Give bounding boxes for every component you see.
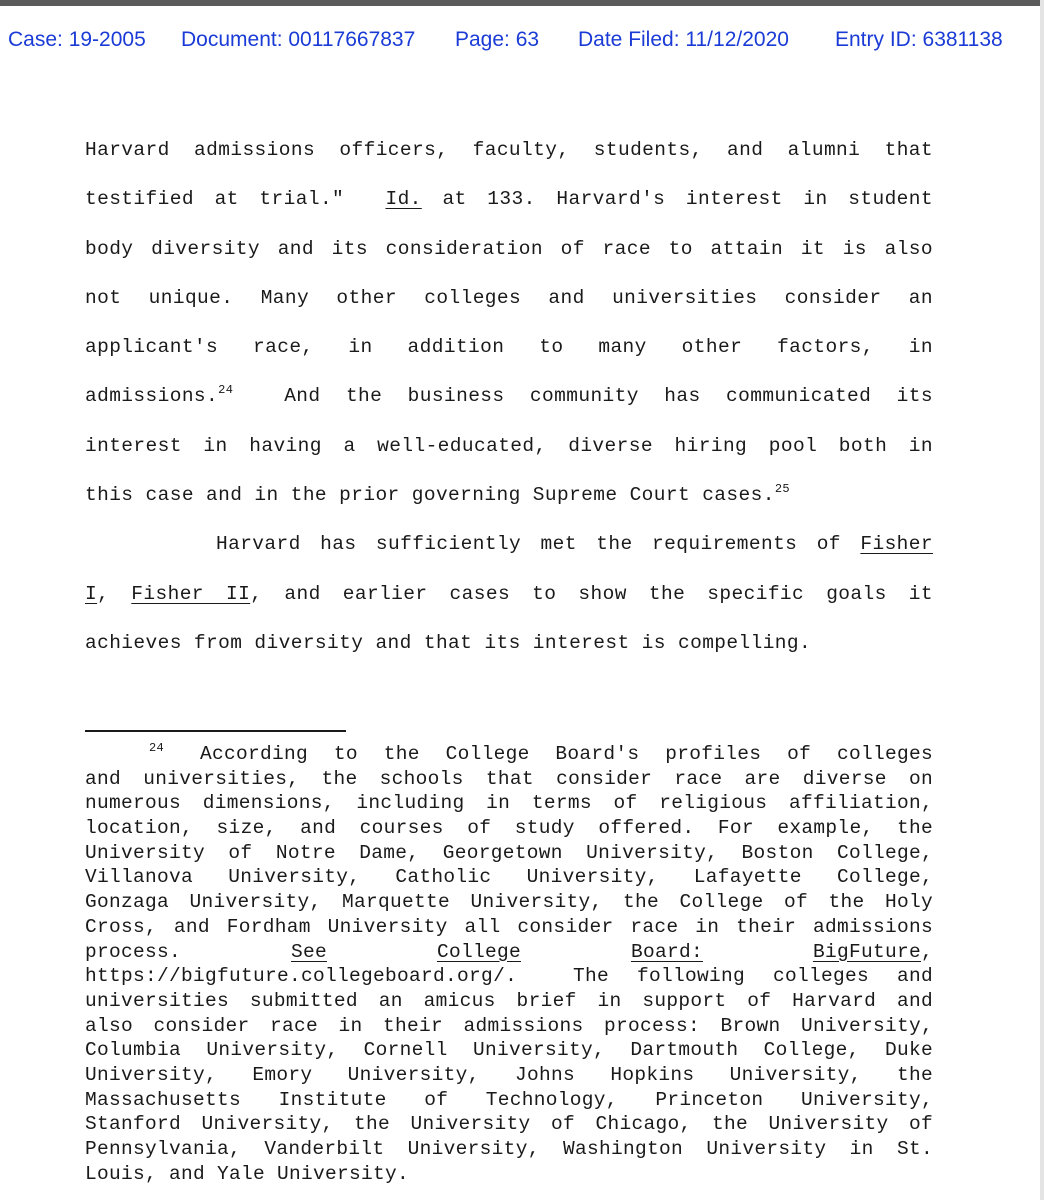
- footnote-24: [85, 742, 933, 1186]
- case-number: Case: 19-2005: [8, 28, 146, 51]
- footnote-line: Stanford University, the University of Chicago, the University of: [85, 1113, 933, 1136]
- footnote-line: Cross, and Fordham University all consider race in their admissions: [85, 915, 933, 938]
- footnote-line: Pennsylvania, Vanderbilt University, Washington University in St.: [85, 1138, 933, 1160]
- college-board-citation: Board:: [630, 940, 703, 963]
- body-line: body diversity and its consideration of race to attain it is also: [85, 237, 933, 260]
- footnote-line: Villanova University, Catholic University, Lafayette College,: [85, 866, 933, 889]
- footnote-line: $^{24}$ According to the College Board's profiles of colleges: [149, 741, 933, 765]
- footnote-ref-24[interactable]: 24: [218, 383, 234, 398]
- body-line: Harvard has sufficiently met the requirements of Fisher: [216, 533, 933, 556]
- body-line: achieves from diversity and that its interest is compelling.: [85, 631, 812, 654]
- page-number: Page: 63: [455, 28, 540, 51]
- footnote-line: numerous dimensions, including in terms of religious affiliation,: [85, 792, 933, 815]
- footnote-line: https://bigfuture.collegeboard.org/. The following colleges and: [85, 965, 933, 988]
- footnote-line: also consider race in their admissions process: Brown University,: [85, 1014, 933, 1037]
- body-line: not unique. Many other colleges and universities consider an: [85, 286, 933, 309]
- viewer-top-bar: [0, 0, 1044, 6]
- fisher-citation: Fisher: [860, 533, 933, 556]
- entry-id: Entry ID: 6381138: [835, 28, 1003, 51]
- footnote-ref-25[interactable]: 25: [774, 482, 791, 497]
- fisher-i-citation: I: [85, 582, 98, 605]
- body-text: [85, 126, 933, 668]
- bigfuture-url[interactable]: https://bigfuture.collegeboard.org/.: [85, 965, 518, 988]
- footnote-line: location, size, and courses of study offered. For example, the: [85, 817, 933, 840]
- college-board-citation: BigFuture: [812, 940, 921, 963]
- footnote-line: Louis, and Yale University.: [85, 1162, 410, 1185]
- body-line: applicant's race, in addition to many other factors, in: [85, 336, 933, 359]
- case-header: [8, 28, 1018, 58]
- fisher-ii-citation: Fisher II: [131, 582, 251, 605]
- body-line: admissions.$^{24}$ And the business community has communicated its: [85, 383, 933, 408]
- college-board-citation: College: [436, 940, 521, 963]
- footnote-line: universities submitted an amicus brief in support of Harvard and: [85, 989, 933, 1012]
- body-line: interest in having a well-educated, diverse hiring pool both in: [85, 434, 933, 457]
- see-signal: See: [290, 940, 327, 963]
- footnote-line: Columbia University, Cornell University, Dartmouth College, Duke: [85, 1039, 933, 1062]
- footnote-line: Gonzaga University, Marquette University, the College of the Holy: [85, 891, 933, 914]
- footnote-line: University, Emory University, Johns Hopkins University, the: [85, 1063, 933, 1086]
- id-citation: Id.: [385, 188, 422, 211]
- body-line: this case and in the prior governing Supreme Court cases.$^{25}$: [85, 482, 791, 507]
- body-line: I, Fisher II, and earlier cases to show the specific goals it: [85, 582, 933, 605]
- viewer-scrollbar[interactable]: [1040, 0, 1044, 1200]
- body-line: Harvard admissions officers, faculty, students, and alumni that: [85, 139, 933, 161]
- body-line: testified at trial." Id. at 133. Harvard's interest in student: [85, 188, 933, 211]
- document-number: Document: 00117667837: [181, 28, 416, 51]
- footnote-number: 24: [149, 741, 165, 755]
- footnote-line: and universities, the schools that consider race are diverse on: [85, 767, 933, 790]
- date-filed: Date Filed: 11/12/2020: [578, 28, 789, 51]
- footnote-line: Massachusetts Institute of Technology, Princeton University,: [85, 1088, 933, 1111]
- footnote-line: process. See College Board: BigFuture,: [85, 940, 933, 963]
- footnote-line: University of Notre Dame, Georgetown University, Boston College,: [85, 841, 933, 864]
- footnote-divider: [85, 730, 346, 732]
